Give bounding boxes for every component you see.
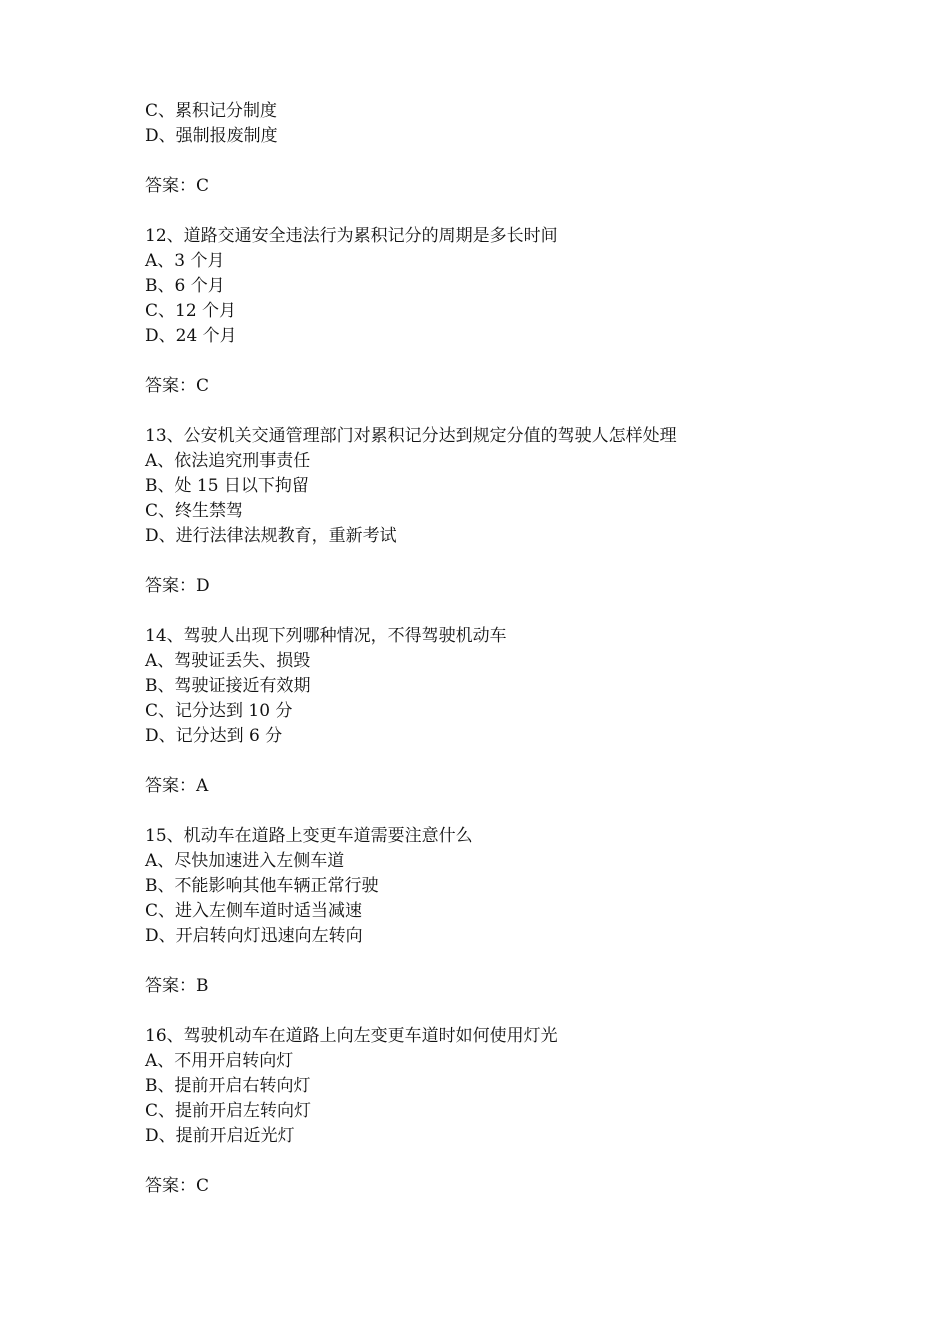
option-d: D、开启转向灯迅速向左转向	[145, 926, 363, 946]
answer: 答案：B	[145, 976, 209, 996]
answer: 答案：C	[145, 1176, 210, 1196]
option-b: B、处 15 日以下拘留	[145, 476, 309, 496]
option-a: A、不用开启转向灯	[145, 1051, 294, 1071]
option-a: A、依法追究刑事责任	[145, 451, 311, 471]
option-b: B、驾驶证接近有效期	[145, 676, 311, 696]
question-block-14	[145, 624, 845, 824]
option-c: C、进入左侧车道时适当减速	[145, 901, 363, 921]
question-block-13	[145, 424, 845, 624]
question-text: 13、公安机关交通管理部门对累积记分达到规定分值的驾驶人怎样处理	[145, 426, 677, 446]
option-d: D、强制报废制度	[145, 126, 278, 146]
question-text: 16、驾驶机动车在道路上向左变更车道时如何使用灯光	[145, 1026, 558, 1046]
question-block-12	[145, 224, 845, 424]
option-a: A、驾驶证丢失、损毁	[145, 651, 311, 671]
option-d: D、24 个月	[145, 326, 237, 346]
answer: 答案：A	[145, 776, 209, 796]
question-block-16	[145, 1024, 845, 1199]
option-d: D、进行法律法规教育，重新考试	[145, 526, 397, 546]
document-page	[145, 99, 845, 1199]
option-d: D、记分达到 6 分	[145, 726, 283, 746]
option-c: C、12 个月	[145, 301, 237, 321]
option-c: C、记分达到 10 分	[145, 701, 293, 721]
option-a: A、尽快加速进入左侧车道	[145, 851, 345, 871]
option-b: B、6 个月	[145, 276, 225, 296]
option-c: C、提前开启左转向灯	[145, 1101, 312, 1121]
option-c: C、累积记分制度	[145, 101, 278, 121]
question-text: 15、机动车在道路上变更车道需要注意什么	[145, 826, 473, 846]
option-b: B、提前开启右转向灯	[145, 1076, 311, 1096]
option-d: D、提前开启近光灯	[145, 1126, 295, 1146]
question-block-15	[145, 824, 845, 1024]
question-text: 14、驾驶人出现下列哪种情况，不得驾驶机动车	[145, 626, 507, 646]
option-c: C、终生禁驾	[145, 501, 244, 521]
answer: 答案：C	[145, 176, 210, 196]
answer: 答案：C	[145, 376, 210, 396]
question-text: 12、道路交通安全违法行为累积记分的周期是多长时间	[145, 226, 558, 246]
question-block-partial	[145, 99, 845, 224]
option-a: A、3 个月	[145, 251, 225, 271]
option-b: B、不能影响其他车辆正常行驶	[145, 876, 379, 896]
answer: 答案：D	[145, 576, 210, 596]
